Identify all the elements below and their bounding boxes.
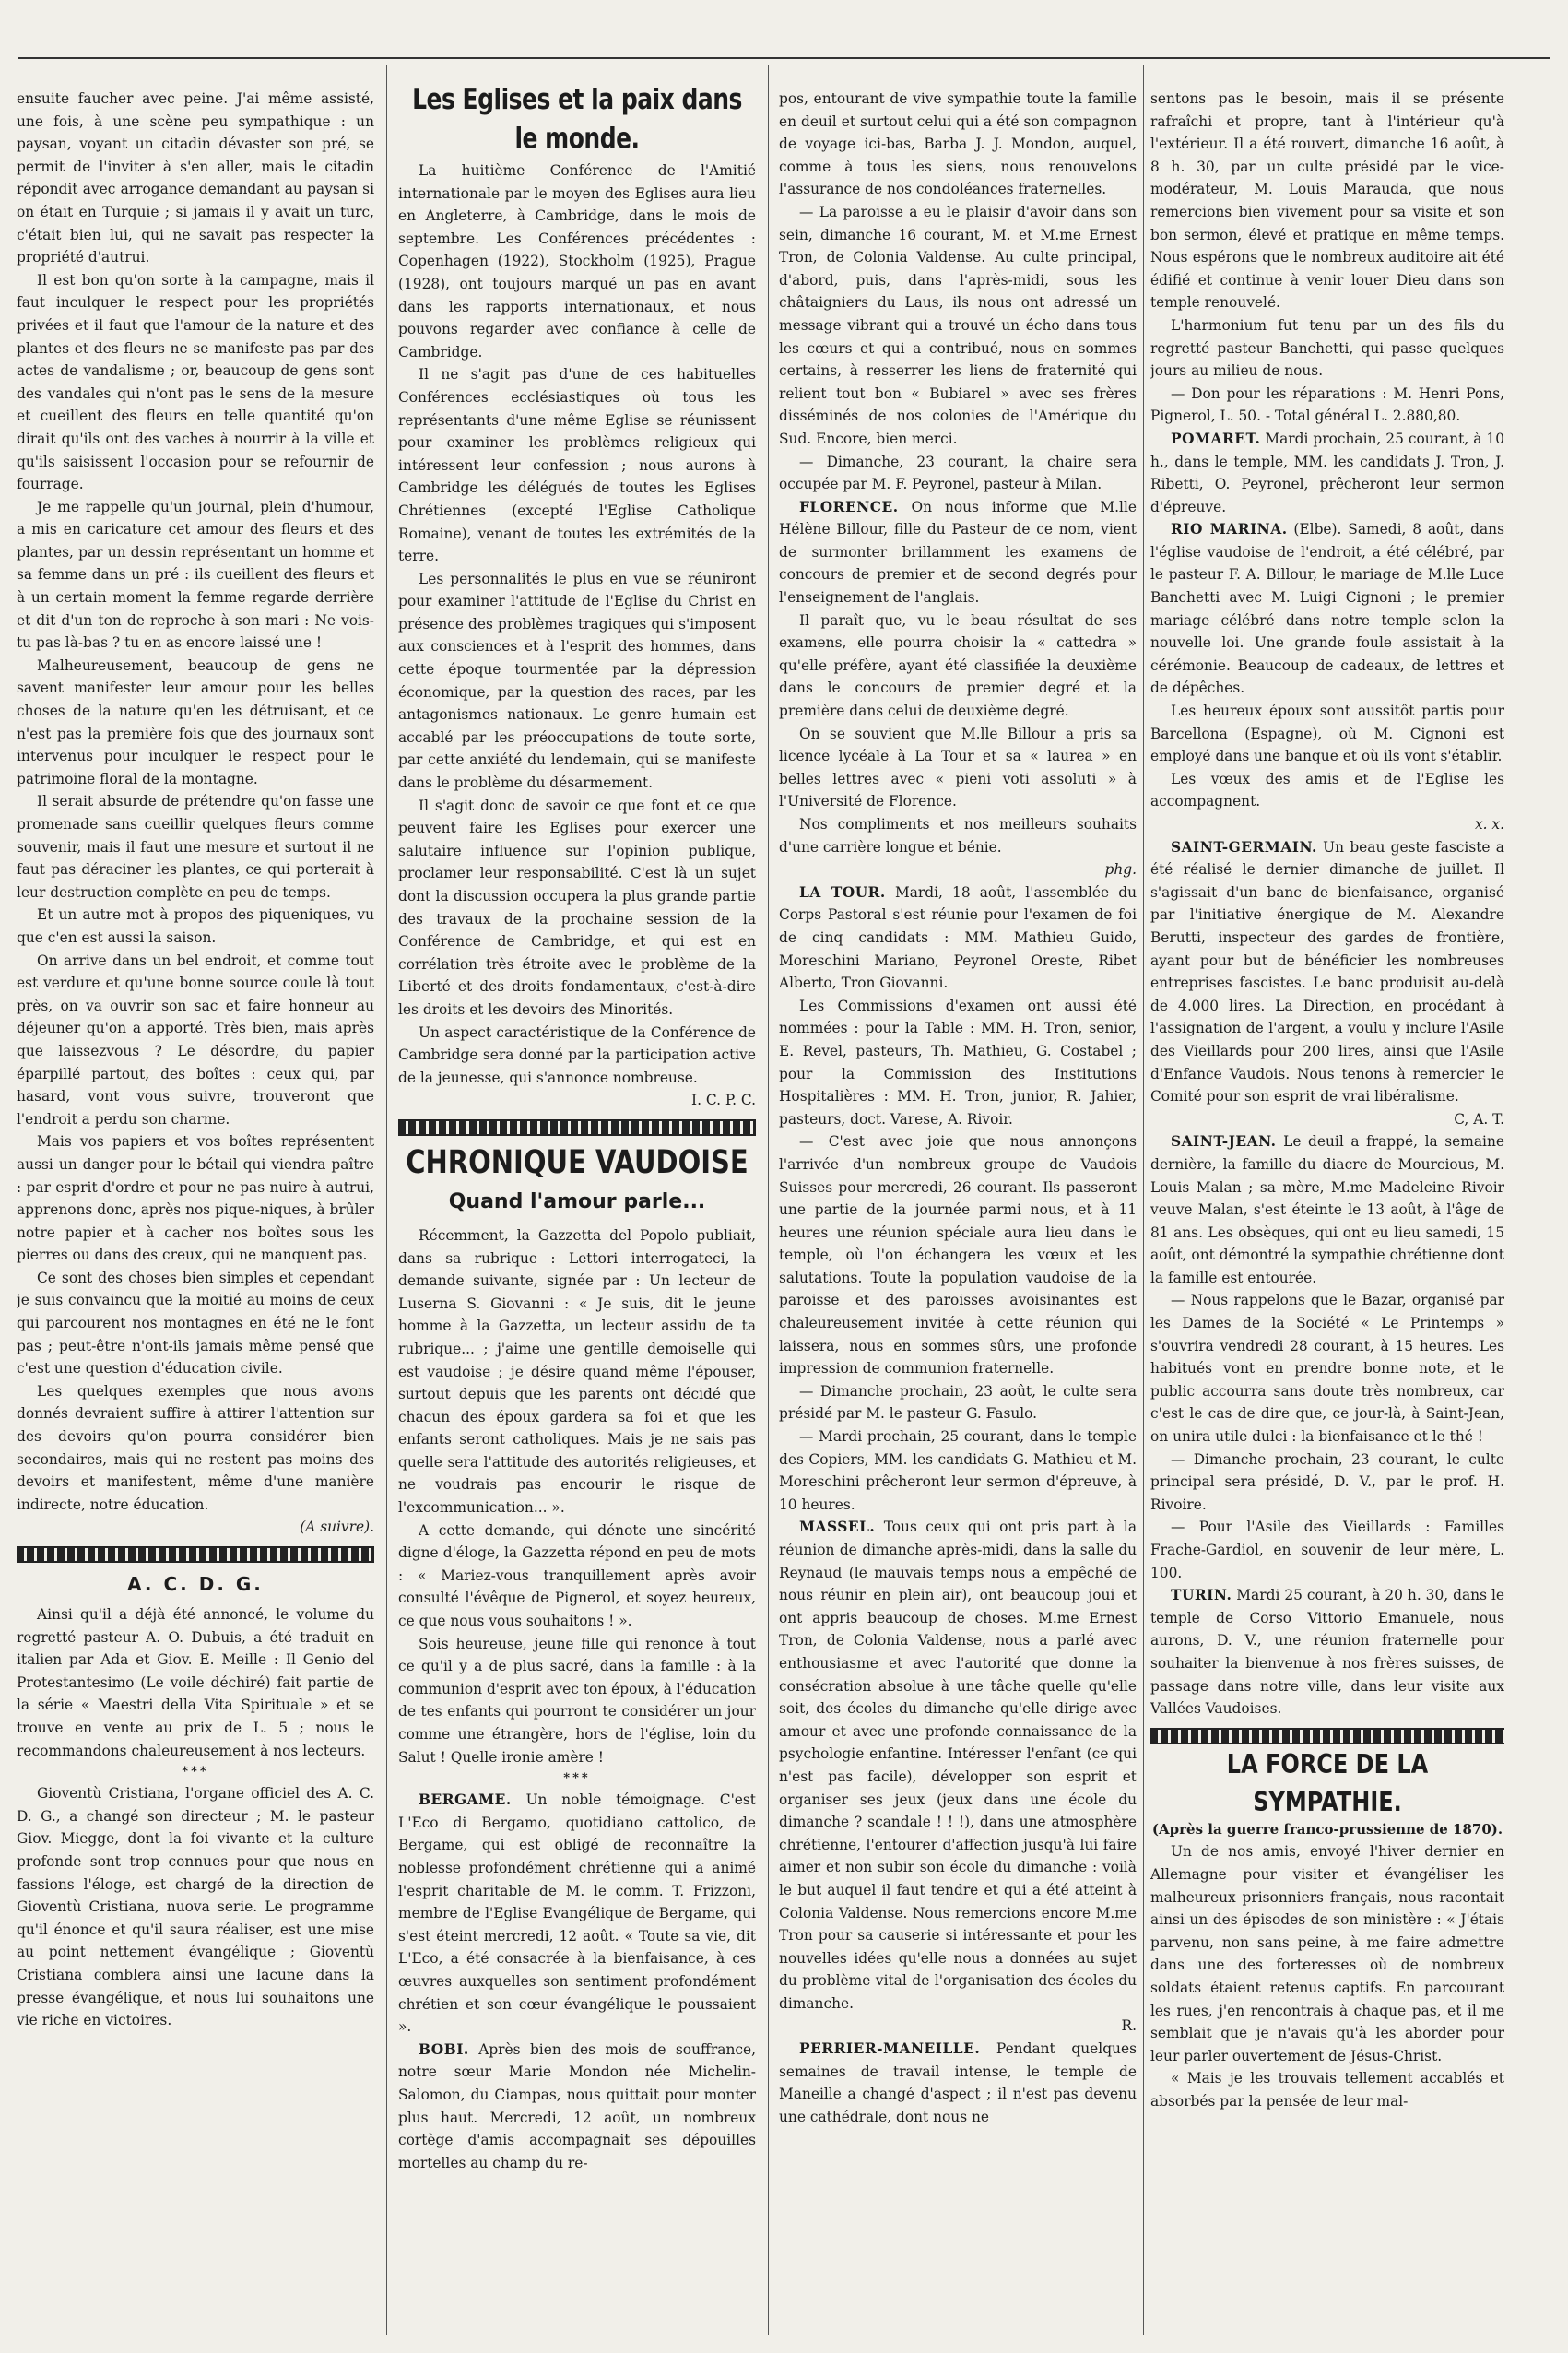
top-rule	[18, 57, 1550, 59]
paragraph-text: Pendant quelques semaines de travail intense, le temple de Maneille a changé d'aspect ; il n'est pas devenu une cathédrale, dont nous ne	[779, 2040, 1137, 2125]
article-title: Les Eglises et la paix dans le monde.	[412, 88, 742, 155]
place-lead: BERGAME.	[419, 1791, 512, 1809]
paragraph: — La paroisse a eu le plaisir d'avoir dans son sein, dimanche 16 courant, M. et M.me Ernest Tron, de Colonia Valdense. Au culte principal, d'abord, puis, dans l'après-midi, sous les châtaigniers du Laus, ils nous ont adressé un message vibrant qui a trouvé un écho dans tous les cœurs et qui a contribué, nous en sommes certains, à resserrer les liens de fraternité qui relient tout bon « Bubiarel » avec ses frères disséminés de nos colonies de l'Amérique du Sud. Encore, bien merci.	[779, 203, 1137, 447]
paragraph-text: On nous informe que M.lle Hélène Billour, fille du Pasteur de ce nom, vient de surmonter brillamment les examens de concours de premier et de second degrés pour l'enseignement de l'anglais.	[779, 498, 1137, 607]
paragraph-text: Après bien des mois de souffrance, notre sœur Marie Mondon née Michelin-Salomon, du Ciampas, nous quittait pour monter plus haut. Mercredi, 12 août, un nombreux cortège d'amis accompagnait ses dépouilles mortelles au champ du re-	[398, 2040, 756, 2171]
place-lead: TURIN.	[1171, 1587, 1232, 1604]
paragraph: — Mardi prochain, 25 courant, dans le temple des Copiers, MM. les candidats G. Mathieu et M. Moreschini prêcheront leur sermon d'épreuve, à 10 heures.	[779, 1428, 1137, 1513]
paragraph: pos, entourant de vive sympathie toute la famille en deuil et surtout celui qui a été son compagnon de voyage ici-bas, Barba J. J. Mondon, auquel, comme à tous les siens, nous renouvelons l'assurance de nos condoléances fraternelles.	[779, 90, 1137, 198]
paragraph-text: Un noble témoignage. C'est L'Eco di Bergamo, quotidiano cattolico, de Bergame, qui est obligé de reconnaître la noblesse profondément chrétienne qui a animé l'esprit charitable de M. le comm. T. Frizzoni, membre de l'Eglise Evangélique de Bergame, qui s'est éteint mercredi, 12 août. « Toute sa vie, dit L'Eco, a été consacrée à la bienfaisance, à ces œuvres auxquelles son sentiment profondément chrétien et son cœur évangélique le poussaient ».	[398, 1791, 756, 2036]
place-lead: POMARET.	[1171, 430, 1261, 447]
paragraph: Les personnalités le plus en vue se réuniront pour examiner l'attitude de l'Eglise du Christ en présence des problèmes tragiques qui s'imposent aux consciences et à l'esprit des hommes, dans cette époque tourmentée par la dépression économique, par la question des races, par les antagonismes nationaux. Le genre humain est accablé par les préoccupations de toute sorte, par cette anxiété du lendemain, qui se manifeste dans le problème du désarmement.	[398, 570, 756, 792]
signature: x. x.	[1474, 816, 1504, 833]
paragraph: Ce sont des choses bien simples et cependant je suis convaincu que la moitié au moins de ceux qui parcourent nos montagnes en été ne le font pas ; peut-être n'ont-ils jamais même pensé que c'est une question d'éducation civile.	[17, 1269, 374, 1378]
paragraph: Les Commissions d'examen ont aussi été nommées : pour la Table : MM. H. Tron, senior, E. Revel, pasteurs, Th. Mathieu, G. Costabel ; pour la Commission des Institutions Hospitalières : MM. H. Tron, junior, R. Jahier, pasteurs, doct. Varese, A. Rivoir.	[779, 997, 1137, 1128]
separator-stars: ***	[563, 1771, 591, 1786]
place-lead: RIO MARINA.	[1171, 521, 1288, 538]
continuation-note: (A suivre).	[300, 1519, 374, 1536]
paragraph: Les vœux des amis et de l'Eglise les accompagnent.	[1150, 770, 1504, 810]
paragraph: Il est bon qu'on sorte à la campagne, mais il faut inculquer le respect pour les propriétés privées et il faut que l'amour de la nature et des plantes et des fleurs ne se manifeste pas par des actes de vandalisme ; or, beaucoup de gens sont des vandales qui n'ont pas le sens de la mesure et cueillent des fleurs en telle quantité qu'on dirait qu'ils ont des vaches à nourrir à la ville et qu'ils saisissent l'occasion pour se refournir de fourrage.	[17, 271, 374, 493]
ornamental-divider	[1150, 1728, 1504, 1744]
paragraph: Sois heureuse, jeune fille qui renonce à tout ce qu'il y a de plus sacré, dans la famille : à la communion d'esprit avec ton époux, à l'éducation de tes enfants qui pourront te considérer un jour comme une étrangère, hors de l'église, loin du Salut ! Quelle ironie amère !	[398, 1635, 756, 1766]
section-heading-acdg: A. C. D. G.	[127, 1573, 264, 1595]
paragraph-text: Le deuil a frappé, la semaine dernière, la famille du diacre de Mourcious, M. Louis Malan ; sa mère, M.me Madeleine Rivoir veuve Malan, s'est éteinte le 13 août, à l'âge de 81 ans. Les obsèques, qui ont eu lieu samedi, 15 août, ont démontré la sympathie chrétienne dont la famille est entourée.	[1150, 1133, 1504, 1286]
paragraph-text: Mardi 25 courant, à 20 h. 30, dans le temple de Corso Vittorio Emanuele, nous aurons, D. V., une réunion fraternelle pour souhaiter la bienvenue à nos frères suisses, de passage dans notre ville, dans leur visite aux Vallées Vaudoises.	[1150, 1587, 1504, 1718]
column-divider	[1143, 65, 1144, 2335]
paragraph: L'harmonium fut tenu par un des fils du regretté pasteur Banchetti, qui passe quelques jours au milieu de nous.	[1150, 316, 1504, 380]
paragraph: On se souvient que M.lle Billour a pris sa licence lycéale à La Tour et sa « laurea » en belles lettres avec « pieni voti assoluti » à l'Université de Florence.	[779, 725, 1137, 810]
paragraph: Je me rappelle qu'un journal, plein d'humour, a mis en caricature cet amour des fleurs et des plantes, par un dessin représentant un homme et sa femme dans un pré : ils cueillent des fleurs et à un certain moment la femme regarde derrière et dit d'un ton de reproche à son mari : Ne vois-tu pas là-bas ? tu en as encore laissé une !	[17, 498, 374, 652]
place-lead: LA TOUR.	[799, 883, 886, 901]
paragraph: Mais vos papiers et vos boîtes représentent aussi un danger pour le bétail qui viendra paître : par esprit d'ordre et pour ne pas nuire à autrui, apprenons donc, après nos pique-niques, à brûler notre papier et à cacher nos boîtes sous les pierres ou dans des creux, qui ne manquent pas.	[17, 1133, 374, 1264]
paragraph-text: Tous ceux qui ont pris part à la réunion de dimanche après-midi, dans la salle du Reynaud (le mauvais temps nous a empêché de nous réunir en plein air), ont beaucoup joui et ont appris beaucoup de choses. M.me Ernest Tron, de Colonia Valdense, nous a parlé avec enthousiasme et avec l'autorité que donne la consécration absolue à une tâche quelle qu'elle soit, des écoles du dimanche qu'elle dirige avec amour et avec une profonde connaissance de la psychologie enfantine. Intéresser l'enfant (ce qui n'est pas facile), développer son esprit et organiser ses jeux (jeux dans une école du dimanche ? scandale ! ! !), dans une atmosphère chrétienne, l'entourer d'affection jusqu'à lui faire aimer et non subir son école du dimanche : voilà le but auquel il faut tendre et qui a été atteint à Colonia Valdense. Nous remercions encore M.me Tron pour sa causerie si intéressante et pour les nouvelles idées qu'elle nous a données au sujet du problème vital de l'organisation des écoles du dimanche.	[779, 1519, 1137, 2012]
paragraph: A cette demande, qui dénote une sincérité digne d'éloge, la Gazzetta répond en peu de mots : « Mariez-vous tranquillement après avoir consulté l'évêque de Pignerol, et soyez heureux, ce que nous vous souhaitons ! ».	[398, 1521, 756, 1630]
paragraph: « Mais je les trouvais tellement accablés et absorbés par la pensée de leur mal-	[1150, 2070, 1504, 2110]
column-4	[1150, 88, 1504, 2335]
place-lead: SAINT-GERMAIN.	[1171, 838, 1317, 856]
paragraph: Nos compliments et nos meilleurs souhaits d'une carrière longue et bénie.	[779, 816, 1137, 856]
paragraph: Les quelques exemples que nous avons donnés devraient suffire à attirer l'attention sur des devoirs qu'on pourra considérer bien secondaires, mais qui ne restent pas moins des devoirs et manifestent, même d'une manière indirecte, notre éducation.	[17, 1382, 374, 1513]
paragraph: Et un autre mot à propos des piqueniques, vu que c'en est aussi la saison.	[17, 906, 374, 946]
place-lead: MASSEL.	[799, 1519, 876, 1536]
column-divider	[768, 65, 769, 2335]
paragraph: Gioventù Cristiana, l'organe officiel des A. C. D. G., a changé son directeur ; M. le pasteur Giov. Miegge, dont la foi vivante et la culture profonde sont trop connues pour que nous en fassions l'éloge, est chargé de la direction de Gioventù Cristiana, nuova serie. Le programme qu'il énonce et qu'il saura réaliser, est une mise au point nettement évangélique ; Gioventù Cristiana comblera ainsi une lacune dans la presse évangélique, et nous lui souhaitons une vie riche en victoires.	[17, 1785, 374, 2029]
signature: I. C. P. C.	[690, 1092, 756, 1109]
ornamental-divider	[17, 1546, 374, 1563]
place-lead: SAINT-JEAN.	[1171, 1133, 1277, 1151]
paragraph: Il serait absurde de prétendre qu'on fasse une promenade sans cueillir quelques fleurs comme souvenir, mais il faut une mesure et surtout il ne faut pas déraciner les plantes, ce qui porterait à leur destruction complète en peu de temps.	[17, 793, 374, 901]
paragraph: — Dimanche prochain, 23 août, le culte sera présidé par M. le pasteur G. Fasulo.	[779, 1382, 1137, 1423]
paragraph: Récemment, la Gazzetta del Popolo publiait, dans sa rubrique : Lettori interrogateci, la demande suivante, signée par : Un lecteur de Luserna S. Giovanni : « Je suis, dit le jeune homme à la Gazzetta, un lecteur assidu de ta rubrique... ; j'aime une gentille demoiselle qui est vaudoise ; je désire quand même l'épouser, surtout depuis que les parents ont décidé que chacun des époux gardera sa foi et que les enfants seront catholiques. Mais je ne sais pas quelle sera l'attitude des autorités religieuses, et ne voudrais pas encourir le risque de l'excommunication... ».	[398, 1226, 756, 1517]
paragraph: — Dimanche, 23 courant, la chaire sera occupée par M. F. Peyronel, pasteur à Milan.	[779, 453, 1137, 493]
column-divider	[386, 65, 387, 2335]
column-2	[398, 88, 756, 2335]
signature: C, A. T.	[1454, 1110, 1504, 1128]
paragraph: ensuite faucher avec peine. J'ai même assisté, une fois, à une scène peu sympathique : un paysan, voyant un citadin dévaster son pré, se permit de l'inviter à s'en aller, mais le citadin répondit avec arrogance demandant au paysan si on était en Turquie ; si jamais il y avait un turc, c'était bien lui, qui ne savait pas respecter la propriété d'autrui.	[17, 90, 374, 266]
paragraph: — Dimanche prochain, 23 courant, le culte principal sera présidé, D. V., par le prof. H. Rivoire.	[1150, 1450, 1504, 1513]
paragraph: Il paraît que, vu le beau résultat de ses examens, elle pourra choisir la « cattedra » qu'elle préfère, ayant été classifiée la deuxième dans le concours de premier degré et la première dans celui de deuxième degré.	[779, 611, 1137, 720]
paragraph-text: Mardi, 18 août, l'assemblée du Corps Pastoral s'est réunie pour l'examen de foi de cinq candidats : MM. Mathieu Guido, Moreschini Mariano, Peyronel Oreste, Ribet Alberto, Tron Giovanni.	[779, 883, 1137, 992]
article-subtitle: (Après la guerre franco-prussienne de 1870).	[1151, 1820, 1503, 1838]
paragraph: — Nous rappelons que le Bazar, organisé par les Dames de la Société « Le Printemps » s'ouvrira vendredi 28 courant, à 15 heures. Les habitués vont en prendre bonne note, et le public accourra sans doute très nombreux, car c'est le cas de dire que, ce jour-là, à Saint-Jean, on unira utile dulci : la bienfaisance et le thé !	[1150, 1292, 1504, 1446]
paragraph: Un aspect caractéristique de la Conférence de Cambridge sera donné par la participation active de la jeunesse, qui s'annonce nombreuse.	[398, 1023, 756, 1086]
paragraph: Il ne s'agit pas d'une de ces habituelles Conférences ecclésiastiques où tous les représentants d'une même Eglise se réunissent pour examiner les problèmes religieux qui intéressent leur confession ; nous aurons à Cambridge les délégués de toutes les Eglises Chrétiennes (excepté l'Eglise Catholique Romaine), venant de toutes les extrémités de la terre.	[398, 366, 756, 565]
place-lead: PERRIER-MANEILLE.	[799, 2040, 981, 2058]
column-1	[17, 88, 374, 2335]
place-lead: FLORENCE.	[799, 498, 899, 515]
paragraph: — Pour l'Asile des Vieillards : Familles Frache-Gardiol, en souvenir de leur mère, L. 100.	[1150, 1519, 1504, 1581]
paragraph: La huitième Conférence de l'Amitié internationale par le moyen des Eglises aura lieu en Angleterre, à Cambridge, dans le mois de septembre. Les Conférences précédentes : Copenhagen (1922), Stockholm (1925), Prague (1928), ont toujours marqué un pas en avant dans les rapports internationaux, et nous pouvons regarder avec confiance à celle de Cambridge.	[398, 162, 756, 361]
place-lead: BOBI.	[419, 2040, 469, 2058]
ornamental-divider	[398, 1119, 756, 1136]
paragraph: — Don pour les réparations : M. Henri Pons, Pignerol, L. 50. - Total général L. 2.880,80.	[1150, 384, 1504, 425]
signature: R.	[1121, 2017, 1137, 2035]
section-heading-chronique: CHRONIQUE VAUDOISE	[406, 1142, 749, 1181]
paragraph: — C'est avec joie que nous annonçons l'arrivée d'un nombreux groupe de Vaudois Suisses pour mercredi, 26 courant. Ils passeront une partie de la journée parmi nous, et à 11 heures une réunion spéciale aura lieu dans le temple, où l'on échangera les vœux et les salutations. Toute la population vaudoise de la paroisse et des paroisses avoisinantes est chaleureusement invitée à cette réunion qui laissera, nous en sommes sûrs, une profonde impression de communion fraternelle.	[779, 1133, 1137, 1378]
paragraph: Un de nos amis, envoyé l'hiver dernier en Allemagne pour visiter et évangéliser les malheureux prisonniers français, nous racontait ainsi un des épisodes de son ministère : « J'étais parvenu, non sans peine, à me faire admettre dans une des forteresses où de nombreux soldats étaient retenus captifs. En parcourant les rues, j'en rencontrais à chaque pas, et il me semblait que je n'avais qu'à les aborder pour leur parler ouvertement de Jésus-Christ.	[1150, 1843, 1504, 2064]
paragraph-text: Mardi prochain, 25 courant, à 10 h., dans le temple, MM. les candidats J. Tron, J. Ribetti, O. Peyronel, prêcheront leur sermon d'épreuve.	[1150, 430, 1504, 515]
paragraph: Malheureusement, beaucoup de gens ne savent manifester leur amour pour les belles choses de la nature qu'en les détruisant, et ce n'est pas la première fois que des journaux sont intervenus pour inculquer le respect pour le patrimoine floral de la montagne.	[17, 656, 374, 787]
article-title: LA FORCE DE LA SYMPATHIE.	[1226, 1748, 1429, 1817]
paragraph: Ainsi qu'il a déjà été annoncé, le volume du regretté pasteur A. O. Dubuis, a été traduit en italien par Ada et Giov. E. Meille : Il Genio del Protestantesimo (Le voile déchiré) fait partie de la série « Maestri della Vita Spirituale » et se trouve en vente au prix de L. 5 ; nous le recommandons chaleureusement à nos lecteurs.	[17, 1606, 374, 1759]
paragraph: sentons pas le besoin, mais il se présente rafraîchi et propre, tant à l'intérieur qu'à l'extérieur. Il a été rouvert, dimanche 16 août, à 8 h. 30, par un culte présidé par le vice-modérateur, M. Louis Marauda, que nous remercions bien vivement pour sa visite et son bon sermon, élevé et pratique en même temps. Nous espérons que le nombreux auditoire ait été édifié et continue à venir louer Dieu dans son temple renouvelé.	[1150, 90, 1504, 312]
paragraph: Les heureux époux sont aussitôt partis pour Barcellona (Espagne), où M. Cignoni est employé dans une banque et où ils vont s'établir.	[1150, 703, 1504, 765]
paragraph: On arrive dans un bel endroit, et comme tout est verdure et qu'une bonne source coule là tout près, on va ouvrir son sac et faire honneur au déjeuner qu'on a apporté. Très bien, mais après que laissezvous ? Le désordre, du papier éparpillé partout, des boîtes : ceux qui, par hasard, vont vous suivre, trouveront que l'endroit a perdu son charme.	[17, 952, 374, 1128]
article-title: Quand l'amour parle...	[448, 1189, 706, 1213]
signature: phg.	[1104, 861, 1137, 879]
paragraph-text: Un beau geste fasciste a été réalisé le dernier dimanche de juillet. Il s'agissait d'un banc de bienfaisance, organisé par l'initiative énergique de M. Alexandre Berutti, inspecteur des gardes de frontière, ayant pour but de bénéficier les nombreuses entreprises fascistes. Le banc produisit au-delà de 4.000 lires. La Direction, en procédant à l'assignation de l'argent, a voulu y inclure l'Asile des Vieillards pour 200 lires, ainsi que l'Asile d'Enfance Vaudois. Nous tenons à remercier le Comité pour son esprit de vrai libéralisme.	[1150, 838, 1504, 1106]
paragraph: Il s'agit donc de savoir ce que font et ce que peuvent faire les Eglises pour exercer une salutaire influence sur l'opinion publique, proclamer leur responsabilité. C'est là un sujet dont la discussion occupera la plus grande partie des travaux de la prochaine session de la Conférence de Cambridge, et qui est en corrélation très étroite avec le problème de la Liberté et des droits fondamentaux, c'est-à-dire les droits et les devoirs des Minorités.	[398, 797, 756, 1018]
separator-stars: ***	[182, 1765, 209, 1780]
paragraph-text: (Elbe). Samedi, 8 août, dans l'église vaudoise de l'endroit, a été célébré, par le pasteur F. A. Billour, le mariage de M.lle Luce Banchetti avec M. Luigi Cignoni ; le premier mariage célébré dans notre temple selon la nouvelle loi. Une grande foule assistait à la cérémonie. Beaucoup de cadeaux, de lettres et de dépêches.	[1150, 521, 1504, 697]
column-3	[779, 88, 1137, 2335]
